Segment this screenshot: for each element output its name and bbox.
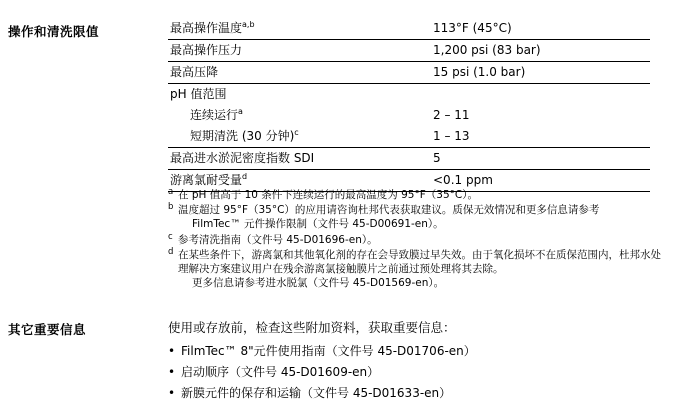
footnote-text-continued: 更多信息请参考进水脱氯（文件号 45-D01569-en）。 [192, 277, 445, 290]
table-row [168, 126, 650, 148]
list-item-label: FilmTec™ 8"元件使用指南（文件号 45-D01706-en） [181, 344, 476, 359]
footnote-text: 在某些条件下，游离氯和其他氧化剂的存在会导致膜过早失效。由于氧化损坏不在质保范围内，杜邦水处理解决方案建议用户在残余游离氯接触膜片之前通过预处理将其去除。 [178, 248, 661, 275]
other-info-bullet-list [168, 342, 658, 402]
bullet-icon: • [168, 364, 176, 379]
footnote-text: 参考清洗指南（文件号 45-D01696-en）。 [178, 233, 378, 246]
bullet-icon: • [168, 385, 176, 400]
footnote-text: 温度超过 95°F（35°C）的应用请咨询杜邦代表获取建议。质保无效情况和更多信息请参考 [178, 204, 600, 217]
limit-label-text: 短期清洗 (30 分钟) [190, 129, 295, 143]
limit-value: 5 [431, 148, 650, 170]
list-item [168, 342, 658, 361]
footnote-text: 在 pH 值高于 10 条件下连续运行的最高温度为 95°F（35°C）。 [178, 189, 478, 201]
limit-value: 1,200 psi (83 bar) [431, 40, 650, 62]
table-row [168, 105, 650, 126]
footnote [168, 203, 668, 231]
limit-value: 2 – 11 [433, 108, 470, 122]
table-row [168, 40, 650, 62]
footnote-marker: a [168, 187, 174, 197]
footnote-marker: d [168, 246, 174, 257]
limit-label [168, 18, 431, 40]
limit-label: 最高进水淤泥密度指数 SDI [168, 148, 431, 170]
table-row [168, 148, 650, 170]
other-info-body [168, 318, 658, 404]
limits-section-title: 操作和清洗限值 [8, 24, 100, 39]
list-item [168, 363, 658, 382]
limit-value: 15 psi (1.0 bar) [431, 62, 650, 84]
limit-label-text: 游离氯耐受量 [170, 173, 243, 187]
list-item-label: 启动顺序（文件号 45-D01609-en） [181, 364, 380, 379]
limit-value: 113°F (45°C) [431, 18, 650, 40]
limit-label [168, 105, 431, 126]
limit-label: 最高压降 [168, 62, 431, 84]
limit-value: 1 – 13 [431, 126, 650, 148]
footnote-marker: b [168, 202, 174, 213]
footnotes-block [168, 188, 668, 291]
footnote-ref: d [242, 172, 248, 181]
list-item-label: 新膜元件的保存和运输（文件号 45-D01633-en） [181, 385, 452, 400]
footnote [168, 248, 668, 291]
footnote [168, 188, 668, 202]
other-info-lead-text: 使用或存放前，检查这些附加资料，获取重要信息： [168, 320, 456, 335]
table-row [168, 84, 650, 106]
bullet-icon: • [168, 344, 176, 359]
limit-value [431, 84, 650, 106]
limit-label-text: 最高操作温度 [170, 21, 243, 35]
limit-label [168, 126, 431, 148]
limit-label: 最高操作压力 [168, 40, 431, 62]
other-info-section-title: 其它重要信息 [8, 322, 87, 337]
limit-value: <0.1 ppm [431, 170, 650, 192]
footnote-ref: a [238, 107, 243, 116]
list-item [168, 384, 658, 403]
footnote-ref: c [294, 128, 299, 137]
limit-label: pH 值范围 [170, 87, 227, 101]
footnote-marker: c [168, 231, 173, 242]
footnote [168, 233, 668, 247]
footnote-ref: a,b [242, 20, 255, 29]
limits-table [168, 18, 650, 192]
footnote-text-continued: FilmTec™ 元件操作限制（文件号 45-D00691-en）。 [192, 218, 444, 231]
limit-label-text: 连续运行 [190, 108, 239, 122]
table-row [168, 18, 650, 40]
table-row [168, 62, 650, 84]
